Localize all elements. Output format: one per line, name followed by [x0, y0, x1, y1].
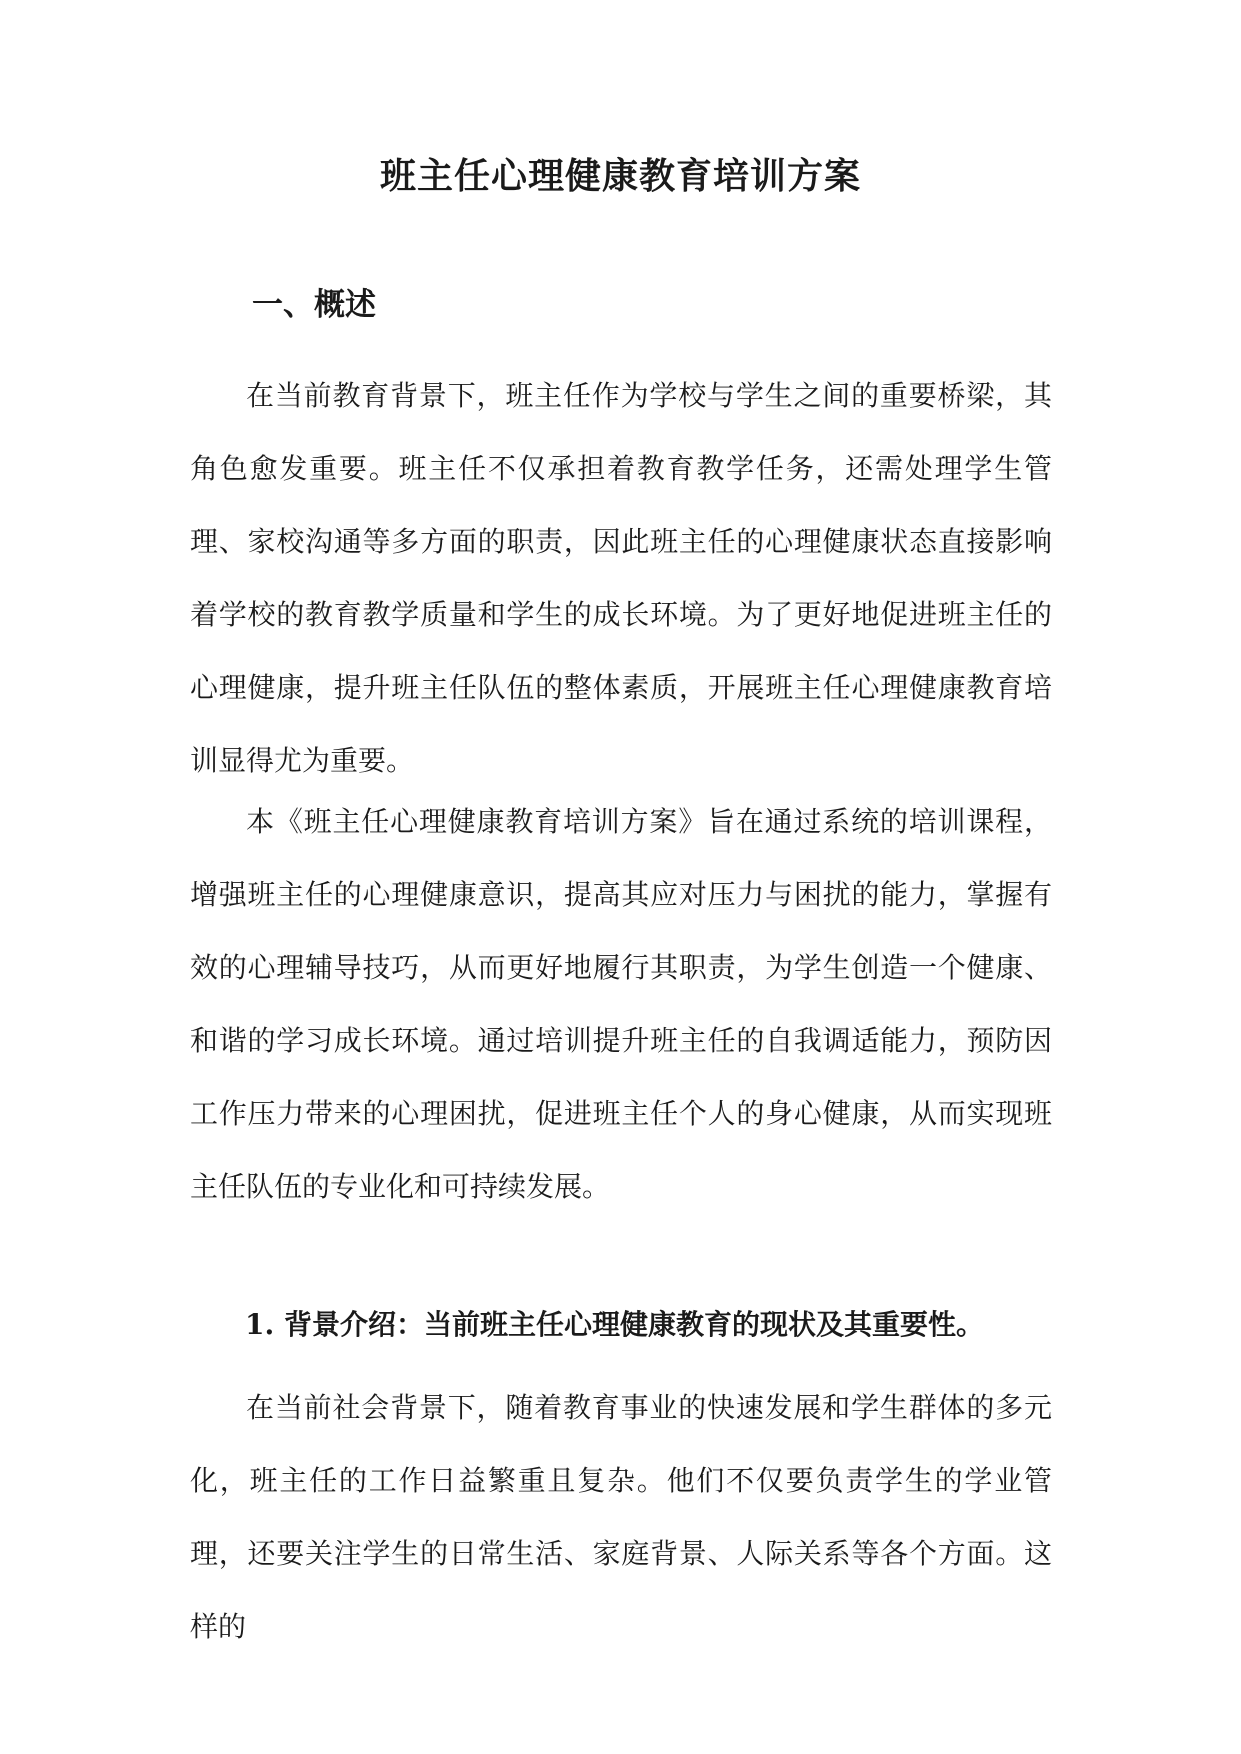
paragraph-overview-1: 在当前教育背景下，班主任作为学校与学生之间的重要桥梁，其角色愈发重要。班主任不仅承担着教育教学任务，还需处理学生管理、家校沟通等多方面的职责，因此班主任的心理健康状态直接影响着学校的教育教学质量和学生的成长环境。为了更好地促进班主任的心理健康，提升班主任队伍的整体素质，开展班主任心理健康教育培训显得尤为重要。	[190, 379, 1052, 777]
paragraph-overview-2: 本《班主任心理健康教育培训方案》旨在通过系统的培训课程，增强班主任的心理健康意识，提高其应对压力与困扰的能力，掌握有效的心理辅导技巧，从而更好地履行其职责，为学生创造一个健康、和谐的学习成长环境。通过培训提升班主任的自我调适能力，预防因工作压力带来的心理困扰，促进班主任个人的身心健康，从而实现班主任队伍的专业化和可持续发展。	[190, 805, 1052, 1203]
subsection-heading-background: 1. 背景介绍：当前班主任心理健康教育的现状及其重要性。	[245, 1308, 984, 1341]
document-title: 班主任心理健康教育培训方案	[379, 155, 861, 197]
paragraph-background-1: 在当前社会背景下，随着教育事业的快速发展和学生群体的多元化，班主任的工作日益繁重且复杂。他们不仅要负责学生的学业管理，还要关注学生的日常生活、家庭背景、人际关系等各个方面。这样的	[190, 1391, 1052, 1643]
section-heading-overview: 一、概述	[252, 287, 376, 323]
